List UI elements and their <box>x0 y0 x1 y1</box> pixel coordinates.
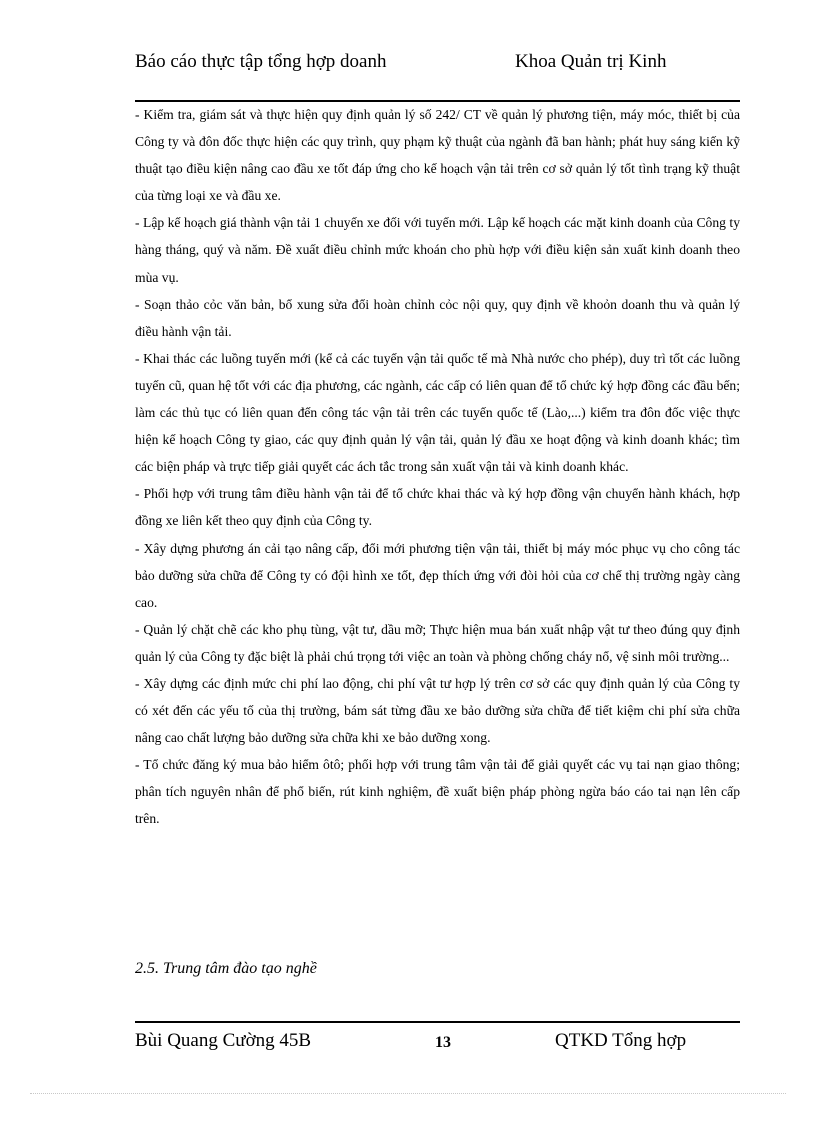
paragraph: - Lập kế hoạch giá thành vận tải 1 chuyến xe đối với tuyến mới. Lập kế hoạch các mặt kinh doanh của Công ty hàng tháng, quý và năm. Đề xuất điều chỉnh mức khoán cho phù hợp với điều kiện sản xuất kinh doanh theo mùa vụ. <box>135 215 740 285</box>
page-bottom-border <box>30 1093 786 1094</box>
header-report-title: Báo cáo thực tập tổng hợp doanh <box>135 51 387 72</box>
paragraph: - Xây dựng các định mức chi phí lao động, chi phí vật tư hợp lý trên cơ sở các quy định quản lý của Công ty có xét đến các yếu tố của thị trường, bám sát từng đầu xe bảo dưỡng sửa chữa để tiết kiệm chi phí sửa chữa nâng cao chất lượng bảo dưỡng sửa chữa khi xe bảo dưỡng xong. <box>135 675 740 746</box>
page-number: 13 <box>435 1034 451 1051</box>
paragraph: - Khai thác các luồng tuyến mới (kể cả các tuyến vận tải quốc tế mà Nhà nước cho phép), duy trì tốt các luồng tuyến cũ, quan hệ tốt với các địa phương, các ngành, các cấp có liên quan để tổ chức ký hợp đồng các đầu bến; làm các thủ tục có liên quan đến công tác vận tải trên các tuyến quốc tế (Lào,...) kiểm tra đôn đốc việc thực hiện kế hoạch Công ty giao, các quy định quản lý vận tải, quản lý đầu xe hoạt động và kinh doanh khác; tìm các biện pháp và trực tiếp giải quyết các ách tắc trong sản xuất vận tải và kinh doanh khác. <box>135 350 740 475</box>
paragraph: - Soạn thảo cỏc văn bản, bổ xung sửa đổi hoàn chỉnh cỏc nội quy, quy định về khoỏn doanh thu và quản lý điều hành vận tải. <box>135 296 740 339</box>
paragraph: - Tổ chức đăng ký mua bảo hiểm ôtô; phối hợp với trung tâm vận tải để giải quyết các vụ tai nạn giao thông; phân tích nguyên nhân để phổ biến, rút kinh nghiệm, đề xuất biện pháp phòng ngừa báo cáo tai nạn lên cấp trên. <box>135 757 740 827</box>
footer-program: QTKD Tổng hợp <box>555 1030 687 1051</box>
page-footer <box>135 1021 740 1083</box>
section-heading: 2.5. Trung tâm đào tạo nghề <box>135 960 317 977</box>
paragraph: - Phối hợp với trung tâm điều hành vận tải để tổ chức khai thác và ký hợp đồng vận chuyển hành khách, hợp đồng xe liên kết theo quy định của Công ty. <box>135 486 740 529</box>
paragraph: - Quản lý chặt chẽ các kho phụ tùng, vật tư, dầu mỡ; Thực hiện mua bán xuất nhập vật tư theo đúng quy định quản lý của Công ty đặc biệt là phải chú trọng tới việc an toàn và phòng chống cháy nổ, vệ sinh môi trường... <box>135 621 740 664</box>
paragraph: - Xây dựng phương án cải tạo nâng cấp, đổi mới phương tiện vận tải, thiết bị máy móc phục vụ cho công tác bảo dưỡng sửa chữa để Công ty có đội hình xe tốt, đẹp thích ứng với đòi hỏi của cơ chế thị trường ngày càng cao. <box>135 540 740 610</box>
page-header <box>135 50 740 102</box>
document-body <box>135 101 740 833</box>
header-faculty: Khoa Quản trị Kinh <box>515 51 667 72</box>
footer-author: Bùi Quang Cường 45B <box>135 1030 312 1051</box>
paragraph: - Kiểm tra, giám sát và thực hiện quy định quản lý số 242/ CT về quản lý phương tiện, máy móc, thiết bị của Công ty và đôn đốc thực hiện các quy trình, quy phạm kỹ thuật của ngành đã ban hành; phát huy sáng kiến kỹ thuật tạo điều kiện nâng cao đầu xe tốt đáp ứng cho kế hoạch vận tải trên cơ sở quản lý tốt tình trạng kỹ thuật của từng loại xe và đầu xe. <box>135 107 740 204</box>
